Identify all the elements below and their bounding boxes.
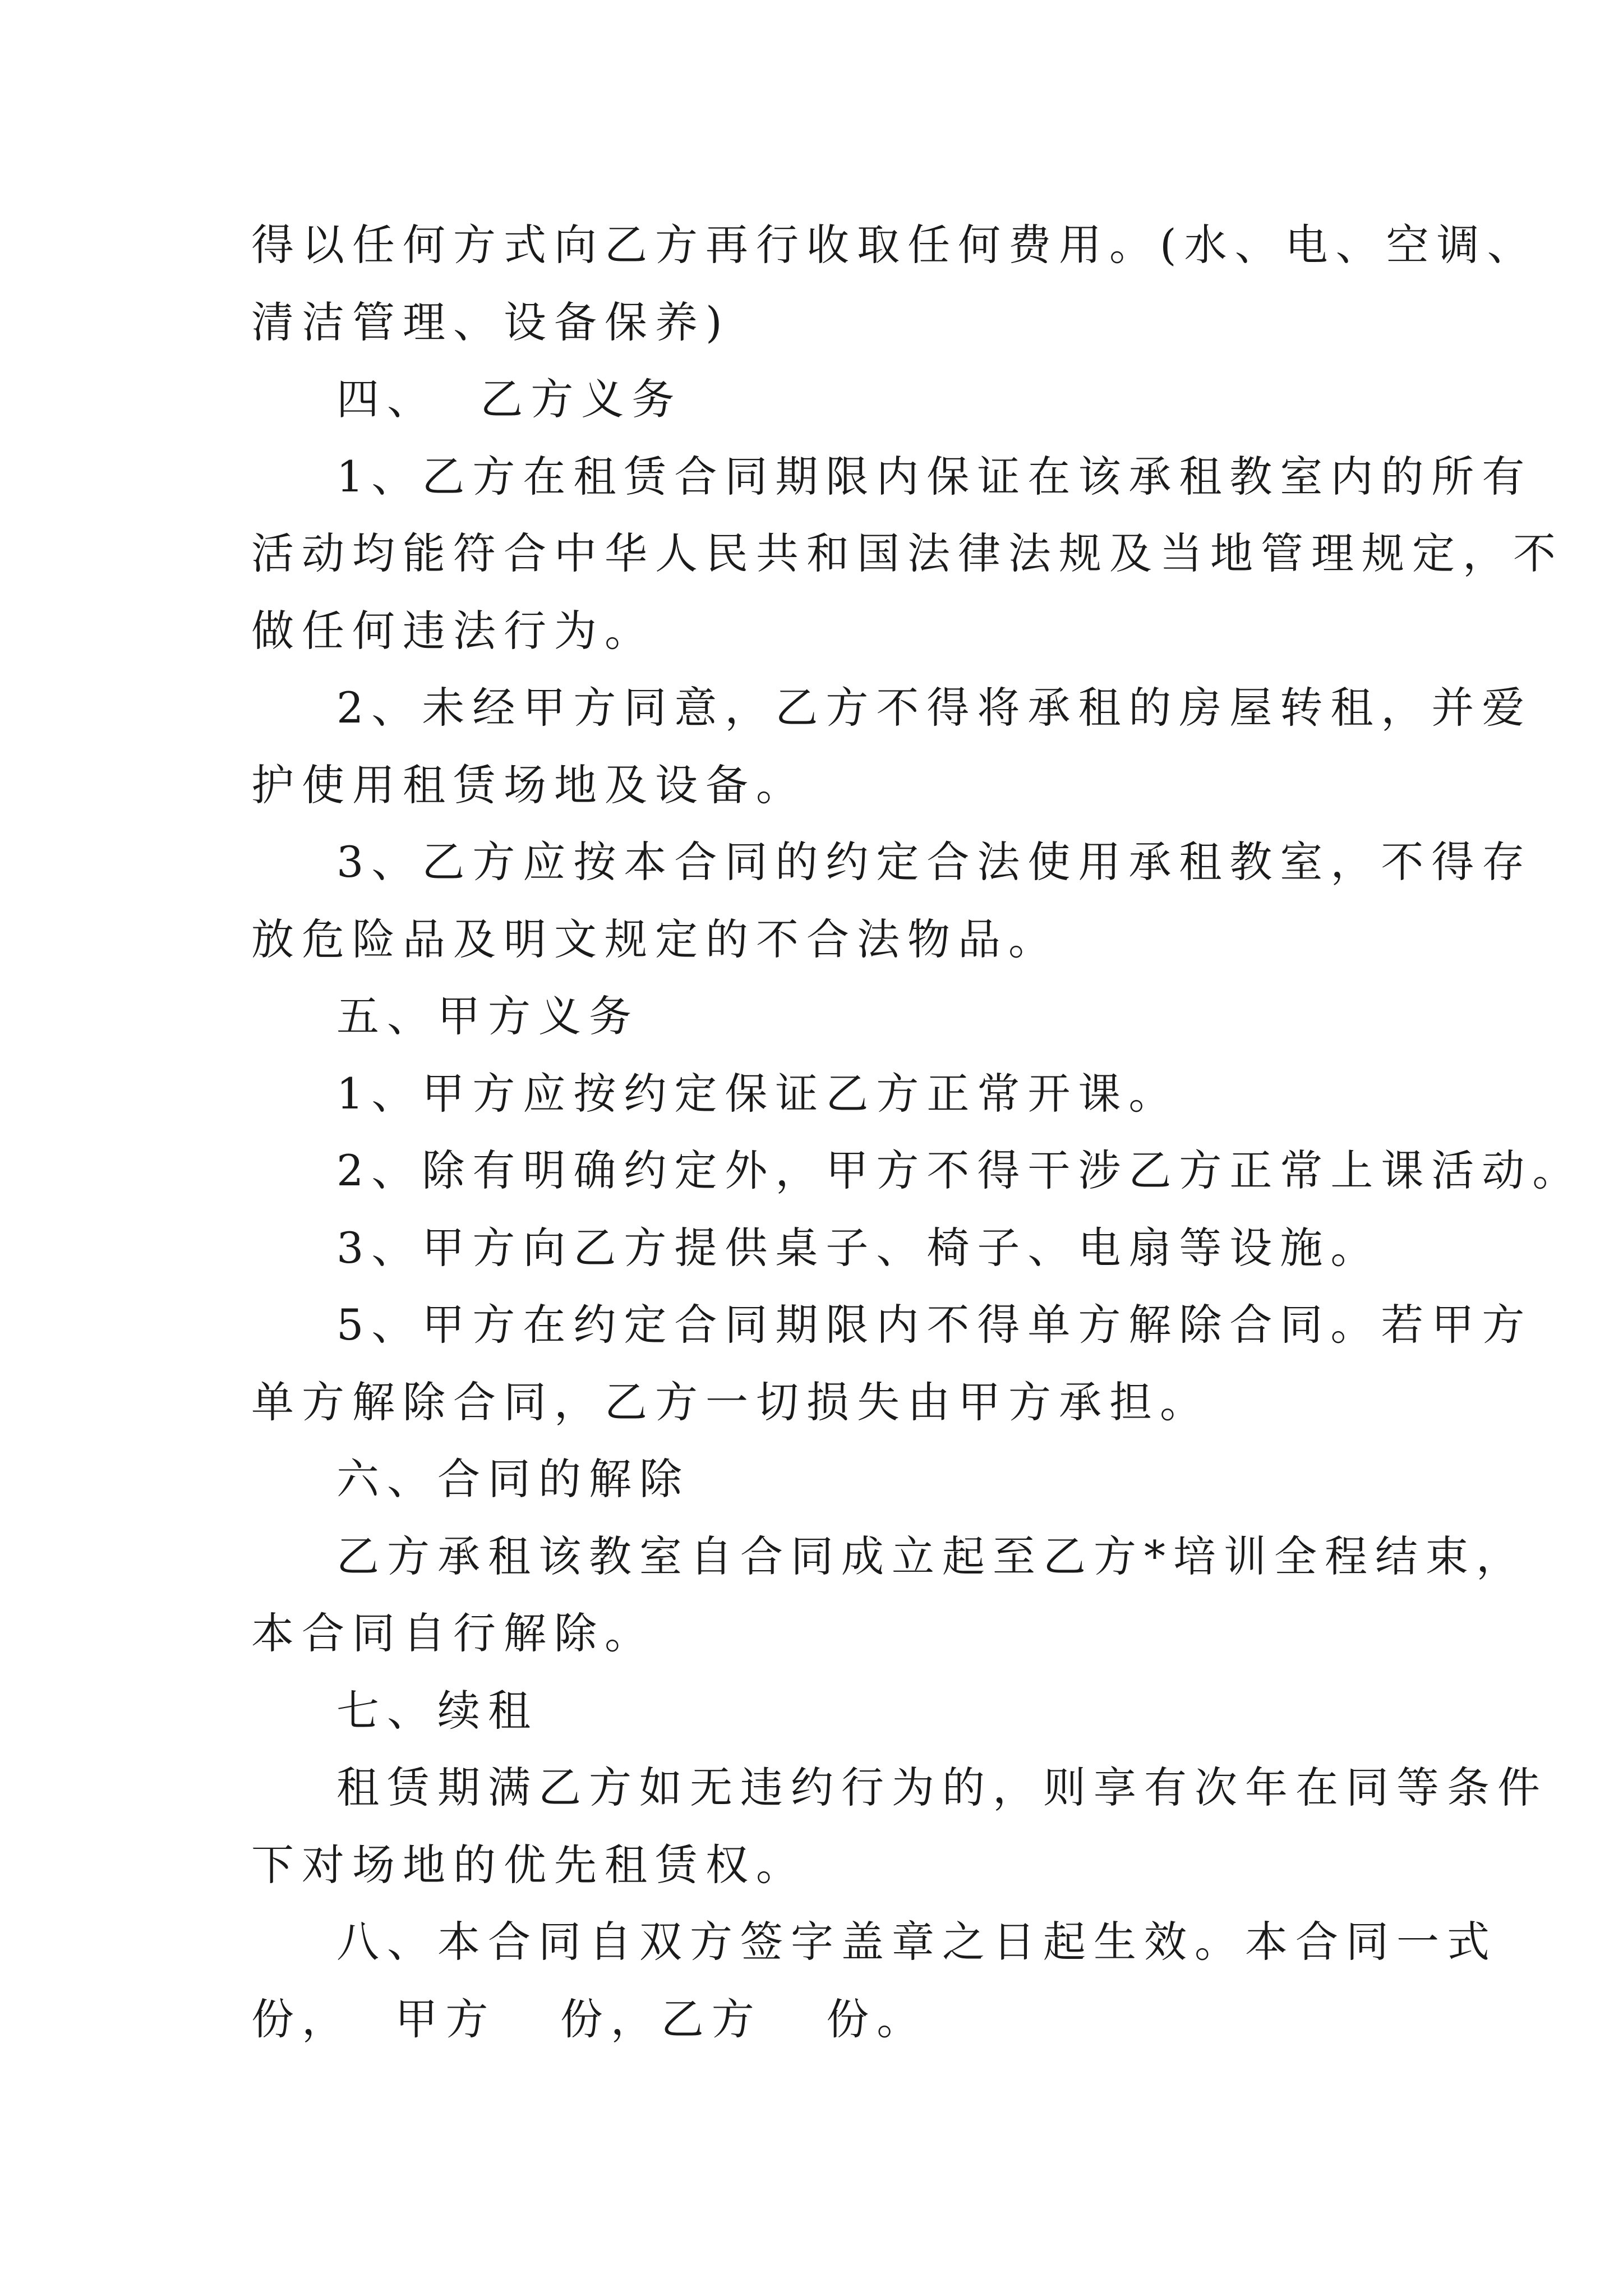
section-heading: 四、 乙方义务 bbox=[336, 374, 683, 424]
section-heading: 七、续租 bbox=[336, 1685, 538, 1736]
text-line: 八、本合同自双方签字盖章之日起生效。本合同一式 bbox=[336, 1917, 1497, 1967]
text-line: 2、未经甲方同意，乙方不得将承租的房屋转租，并爱 bbox=[336, 683, 1533, 733]
text-line: 单方解除合同，乙方一切损失由甲方承担。 bbox=[251, 1377, 1210, 1427]
text-line: 3、甲方向乙方提供桌子、椅子、电扇等设施。 bbox=[336, 1222, 1381, 1273]
contract-text bbox=[251, 206, 1583, 2058]
text-line: 下对场地的优先租赁权。 bbox=[251, 1839, 806, 1890]
text-line: 做任何违法行为。 bbox=[251, 605, 655, 656]
text-line: 5、甲方在约定合同期限内不得单方解除合同。若甲方 bbox=[336, 1300, 1533, 1350]
text-line: 份， 甲方 份，乙方 份。 bbox=[251, 1994, 928, 2044]
text-line: 清洁管理、设备保养) bbox=[251, 297, 730, 347]
text-line: 2、除有明确约定外，甲方不得干涉乙方正常上课活动。 bbox=[336, 1145, 1583, 1195]
section-heading: 六、合同的解除 bbox=[336, 1454, 690, 1504]
text-line: 本合同自行解除。 bbox=[251, 1608, 655, 1658]
text-line: 租赁期满乙方如无违约行为的，则享有次年在同等条件 bbox=[336, 1763, 1548, 1812]
text-line: 1、乙方在租赁合同期限内保证在该承租教室内的所有 bbox=[336, 451, 1533, 501]
text-line: 护使用租赁场地及设备。 bbox=[251, 760, 806, 810]
section-heading: 五、甲方义务 bbox=[336, 991, 639, 1041]
text-line: 得以任何方式向乙方再行收取任何费用。(水、电、空调、 bbox=[251, 220, 1538, 270]
text-line: 1、甲方应按约定保证乙方正常开课。 bbox=[336, 1068, 1179, 1119]
text-line: 3、乙方应按本合同的约定合法使用承租教室，不得存 bbox=[336, 837, 1533, 887]
text-line: 放危险品及明文规定的不合法物品。 bbox=[251, 914, 1059, 964]
text-line: 乙方承租该教室自合同成立起至乙方*培训全程结束， bbox=[336, 1531, 1527, 1581]
text-line: 活动均能符合中华人民共和国法律法规及当地管理规定，不 bbox=[251, 528, 1564, 578]
